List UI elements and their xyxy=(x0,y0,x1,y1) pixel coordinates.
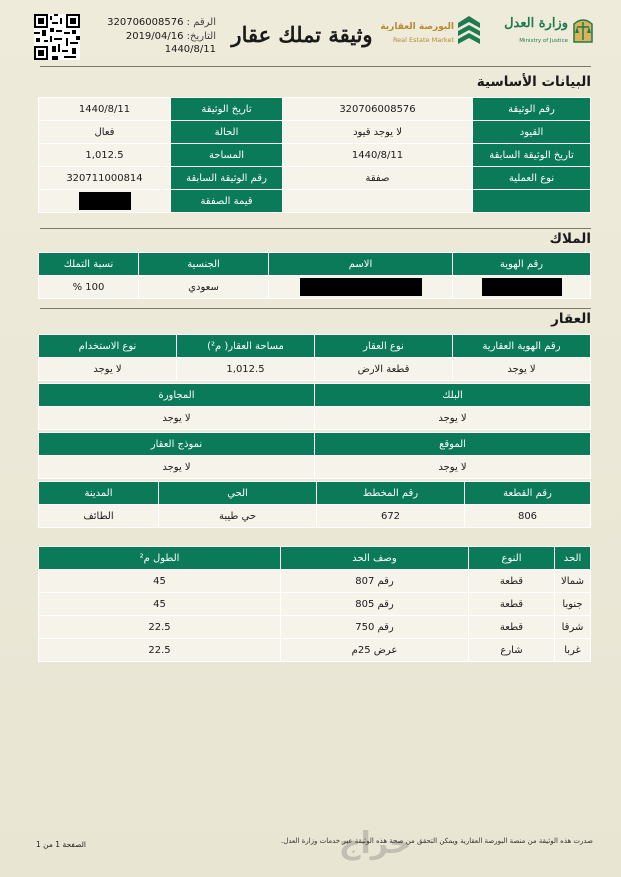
moj-logo-en: Ministry of Justice xyxy=(519,38,568,44)
border-side: جنوبا xyxy=(555,593,591,616)
property-value: لا يوجد xyxy=(453,358,591,381)
property-value: الطائف xyxy=(39,505,159,528)
property-table-3 xyxy=(38,432,591,479)
table-row xyxy=(39,505,591,528)
property-col-header: رقم القطعة xyxy=(465,482,591,505)
property-value: 1,012.5 xyxy=(177,358,315,381)
owners-heading: الملاك xyxy=(549,231,591,247)
redaction-bar xyxy=(300,278,422,296)
property-value: قطعة الارض xyxy=(315,358,453,381)
property-table-4 xyxy=(38,481,591,528)
borders-col-header: وصف الحد xyxy=(281,547,469,570)
table-header-row xyxy=(39,335,591,358)
borders-table xyxy=(38,546,591,662)
basic-label: القيود xyxy=(473,121,591,144)
property-col-header: الموقع xyxy=(315,433,591,456)
table-row xyxy=(39,276,591,299)
property-value: 672 xyxy=(317,505,465,528)
property-value: لا يوجد xyxy=(315,407,591,430)
basic-table xyxy=(38,97,591,213)
property-value: لا يوجد xyxy=(39,456,315,479)
table-header-row xyxy=(39,433,591,456)
border-side: شرقا xyxy=(555,616,591,639)
owners-col-header: الجنسية xyxy=(139,253,269,276)
border-desc: عرض 25م xyxy=(281,639,469,662)
redaction-bar xyxy=(482,278,562,296)
basic-label: قيمة الصفقة xyxy=(171,190,283,213)
property-divider xyxy=(40,308,591,309)
property-table-2 xyxy=(38,383,591,430)
qr-code xyxy=(34,14,80,60)
property-value: لا يوجد xyxy=(39,358,177,381)
table-row xyxy=(39,358,591,381)
basic-value: لا يوجد قيود xyxy=(283,121,473,144)
owner-name-redacted xyxy=(269,276,453,299)
basic-value: فعال xyxy=(39,121,171,144)
property-col-header: مساحة العقار( م²) xyxy=(177,335,315,358)
date-hijri: 1440/8/11 xyxy=(164,44,216,55)
table-header-row xyxy=(39,384,591,407)
borders-col-header: النوع xyxy=(469,547,555,570)
table-row xyxy=(39,593,591,616)
table-row xyxy=(39,570,591,593)
owners-table xyxy=(38,252,591,299)
owner-nationality: سعودي xyxy=(139,276,269,299)
border-type: شارع xyxy=(469,639,555,662)
border-length: 22.5 xyxy=(39,639,281,662)
border-side: شمالا xyxy=(555,570,591,593)
basic-label: تاريخ الوثيقة السابقة xyxy=(473,144,591,167)
table-header-row xyxy=(39,547,591,570)
property-col-header: البلك xyxy=(315,384,591,407)
border-side: غربا xyxy=(555,639,591,662)
bourse-logo-en: Real Estate Market xyxy=(392,36,454,44)
borders-col-header: الحد xyxy=(555,547,591,570)
table-row xyxy=(39,121,591,144)
table-row xyxy=(39,167,591,190)
table-header-row xyxy=(39,253,591,276)
header-divider xyxy=(40,66,591,67)
owners-divider xyxy=(40,228,591,229)
property-col-header: رقم الهوية العقارية xyxy=(453,335,591,358)
moj-logo-ar: وزارة العدل xyxy=(504,16,568,31)
table-row xyxy=(39,144,591,167)
page-number: الصفحة 1 من 1 xyxy=(36,840,86,849)
date-greg: 2019/04/16 xyxy=(125,30,184,42)
property-col-header: نموذج العقار xyxy=(39,433,315,456)
basic-label: الحالة xyxy=(171,121,283,144)
moj-logo xyxy=(504,12,596,50)
border-length: 45 xyxy=(39,570,281,593)
basic-label: رقم الوثيقة السابقة xyxy=(171,167,283,190)
basic-value: 1440/8/11 xyxy=(283,144,473,167)
owner-share: 100 % xyxy=(39,276,139,299)
bourse-logo-ar: البورصة العقارية xyxy=(380,22,454,32)
owner-id-redacted xyxy=(453,276,591,299)
property-value: لا يوجد xyxy=(39,407,315,430)
basic-heading: البيانات الأساسية xyxy=(476,74,591,90)
table-row xyxy=(39,98,591,121)
property-col-header: المجاورة xyxy=(39,384,315,407)
basic-label xyxy=(473,190,591,213)
border-desc: رقم 807 xyxy=(281,570,469,593)
basic-label: رقم الوثيقة xyxy=(473,98,591,121)
basic-value xyxy=(283,190,473,213)
border-length: 45 xyxy=(39,593,281,616)
borders-col-header: الطول م² xyxy=(39,547,281,570)
border-type: قطعة xyxy=(469,570,555,593)
basic-value: 1440/8/11 xyxy=(39,98,171,121)
scales-emblem-icon xyxy=(570,14,596,46)
border-type: قطعة xyxy=(469,616,555,639)
property-value: 806 xyxy=(465,505,591,528)
footer-note: صدرت هذه الوثيقة من منصة البورصة العقارية ويمكن التحقق من صحة هذه الوثيقة عبر خدمات وزارة العدل. xyxy=(281,837,593,845)
table-row xyxy=(39,456,591,479)
property-value: حي طيبة xyxy=(159,505,317,528)
table-row xyxy=(39,407,591,430)
table-header-row xyxy=(39,482,591,505)
basic-value: صفقة xyxy=(283,167,473,190)
border-length: 22.5 xyxy=(39,616,281,639)
border-desc: رقم 750 xyxy=(281,616,469,639)
table-row xyxy=(39,190,591,213)
border-type: قطعة xyxy=(469,593,555,616)
owners-col-header: رقم الهوية xyxy=(453,253,591,276)
basic-value: 320711000814 xyxy=(39,167,171,190)
doc-no: 320706008576 xyxy=(107,17,184,28)
bourse-logo xyxy=(380,14,482,50)
table-row xyxy=(39,639,591,662)
property-col-header: نوع الاستخدام xyxy=(39,335,177,358)
property-col-header: الحي xyxy=(159,482,317,505)
border-desc: رقم 805 xyxy=(281,593,469,616)
deal-value-redacted xyxy=(39,190,171,213)
owners-col-header: نسبة التملك xyxy=(39,253,139,276)
basic-label: نوع العملية xyxy=(473,167,591,190)
date-label: التاريخ: xyxy=(186,30,216,42)
redaction-bar xyxy=(79,192,131,210)
table-row xyxy=(39,616,591,639)
owners-col-header: الاسم xyxy=(269,253,453,276)
property-col-header: المدينة xyxy=(39,482,159,505)
basic-label: المساحة xyxy=(171,144,283,167)
basic-value: 1,012.5 xyxy=(39,144,171,167)
basic-label: تاريخ الوثيقة xyxy=(171,98,283,121)
header-doc-info xyxy=(104,16,216,57)
property-value: لا يوجد xyxy=(315,456,591,479)
page-title: وثيقة تملك عقار xyxy=(231,22,373,47)
property-col-header: نوع العقار xyxy=(315,335,453,358)
doc-no-label: الرقم : xyxy=(186,17,216,28)
property-table-1 xyxy=(38,334,591,381)
property-col-header: رقم المخطط xyxy=(317,482,465,505)
watermark: حراج xyxy=(338,826,412,861)
property-heading: العقار xyxy=(551,311,591,327)
basic-value: 320706008576 xyxy=(283,98,473,121)
bourse-logo-icon xyxy=(456,14,482,46)
